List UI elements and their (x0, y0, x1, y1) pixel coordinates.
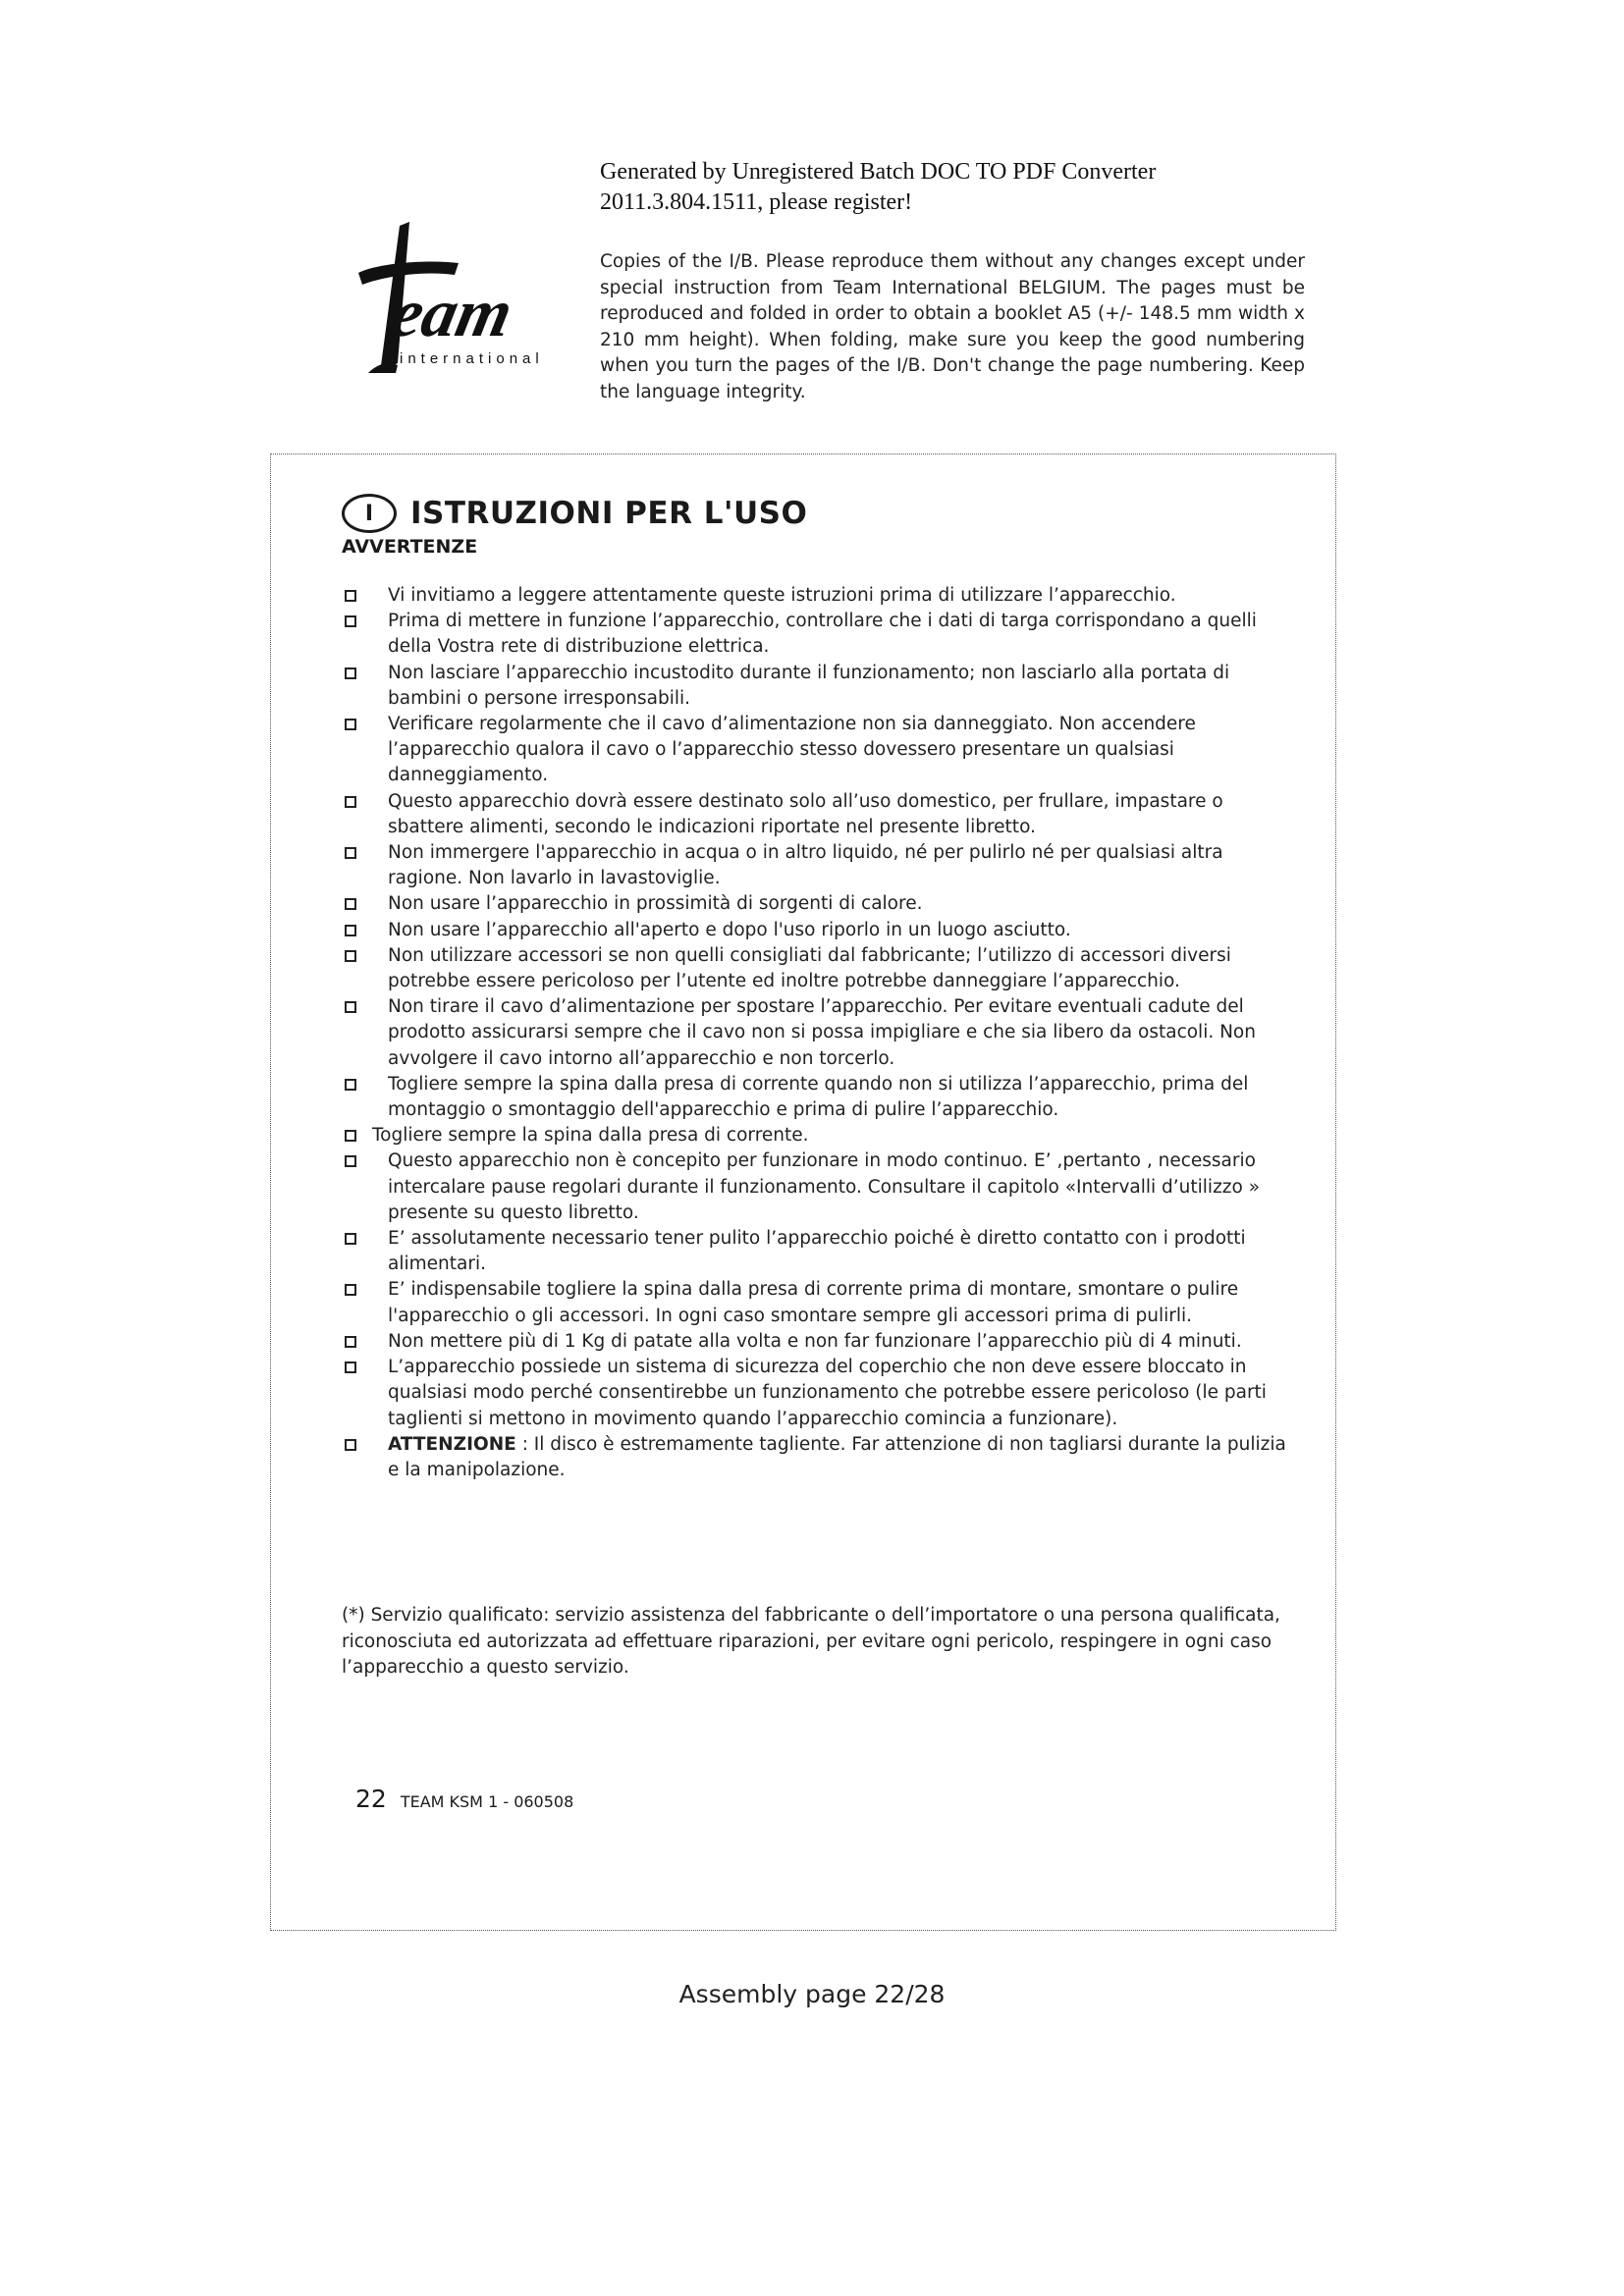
checkbox-bullet-icon (345, 1233, 356, 1245)
warning-item: Non immergere l'apparecchio in acqua o in altro liquido, né per pulirlo né per qualsiasi altra ragione. Non lavarlo in lavastoviglie. (339, 840, 1296, 891)
warning-item: E’ assolutamente necessario tener pulito l’apparecchio poiché è diretto contatto con i prodotti alimentari. (339, 1226, 1296, 1277)
checkbox-bullet-icon (345, 615, 356, 627)
checkbox-bullet-icon (345, 796, 356, 808)
document-code: TEAM KSM 1 - 060508 (400, 1792, 574, 1811)
page-number: 22 (355, 1785, 387, 1813)
warning-item: Non usare l’apparecchio in prossimità di sorgenti di calore. (339, 891, 1296, 917)
checkbox-bullet-icon (345, 1155, 356, 1167)
checkbox-bullet-icon (345, 1362, 356, 1373)
reproduction-note: Copies of the I/B. Please reproduce them without any changes except under special instruction from Team International BELGIUM. The pages must be reproduced and folded in order to obtain a booklet A5 (+/- 148.5 mm width x 210 mm height). When folding, make sure you keep the good numbering when you turn the pages of the I/B. Don't change the page numbering. Keep the language integrity. (600, 251, 1305, 402)
warning-item: Togliere sempre la spina dalla presa di corrente quando non si utilizza l’apparecchio, prima del montaggio o smontaggio dell'apparecchio e prima di pulire l’apparecchio. (339, 1072, 1296, 1123)
watermark-line-1: Generated by Unregistered Batch DOC TO PDF Converter (600, 159, 1157, 185)
warning-item: Questo apparecchio non è concepito per funzionare in modo continuo. E’ ,pertanto , necessario intercalare pause regolari durante il funzionamento. Consultare il capitolo «Intervalli d’utilizzo » presente su questo libretto. (339, 1148, 1296, 1226)
checkbox-bullet-icon (345, 1001, 356, 1013)
warning-item: Non usare l’apparecchio all'aperto e dopo l'uso riporlo in un luogo asciutto. (339, 918, 1296, 943)
warnings-list (339, 583, 1296, 1483)
assembly-page-label: Assembly page 22/28 (678, 1980, 946, 2008)
converter-watermark (600, 157, 1346, 218)
checkbox-bullet-icon (345, 667, 356, 679)
warning-item: Prima di mettere in funzione l’apparecchio, controllare che i dati di targa corrispondano a quelli della Vostra rete di distribuzione elettrica. (339, 609, 1296, 660)
checkbox-bullet-icon (345, 719, 356, 730)
svg-text:international: international (400, 350, 544, 367)
warning-item: ATTENZIONE : Il disco è estremamente tagliente. Far attenzione di non tagliarsi durante la pulizia e la manipolazione. (339, 1432, 1296, 1483)
checkbox-bullet-icon (345, 1079, 356, 1091)
warning-item: Vi invitiamo a leggere attentamente queste istruzioni prima di utilizzare l’apparecchio. (339, 583, 1296, 609)
section-title-text: ISTRUZIONI PER L'USO (410, 496, 808, 531)
svg-text:eam: eam (384, 275, 519, 351)
warning-item: L’apparecchio possiede un sistema di sicurezza del coperchio che non deve essere bloccato in qualsiasi modo perché consentirebbe un funzionamento che potrebbe essere pericoloso (le parti taglienti si mettono in movimento quando l’apparecchio comincia a funzionare). (339, 1355, 1296, 1432)
checkbox-bullet-icon (345, 1284, 356, 1296)
warning-item: Non utilizzare accessori se non quelli consigliati dal fabbricante; l’utilizzo di accessori diversi potrebbe essere pericoloso per l’utente ed inoltre potrebbe danneggiare l’apparecchio. (339, 943, 1296, 994)
checkbox-bullet-icon (345, 898, 356, 910)
team-international-logo (339, 216, 560, 393)
checkbox-bullet-icon (345, 1130, 356, 1142)
warning-item: Questo apparecchio dovrà essere destinato solo all’uso domestico, per frullare, impastare o sbattere alimenti, secondo le indicazioni riportate nel presente libretto. (339, 789, 1296, 840)
checkbox-bullet-icon (345, 1439, 356, 1451)
warnings-heading: AVVERTENZE (342, 536, 478, 558)
qualified-service-footnote: (*) Servizio qualificato: servizio assistenza del fabbricante o dell’importatore o una persona qualificata, riconosciuta ed autorizzata ad effettuare riparazioni, per evitare ogni pericolo, respingere in ogni caso l’apparecchio a questo servizio. (342, 1605, 1280, 1678)
page-footer (355, 1785, 573, 1813)
warning-item: Togliere sempre la spina dalla presa di corrente. (339, 1123, 1296, 1148)
warning-item: Non tirare il cavo d’alimentazione per spostare l’apparecchio. Per evitare eventuali cadute del prodotto assicurarsi sempre che il cavo non si possa impigliare e che sia libero da ostacoli. Non avvolgere il cavo intorno all’apparecchio e non torcerlo. (339, 994, 1296, 1072)
attention-label: ATTENZIONE (388, 1433, 516, 1455)
checkbox-bullet-icon (345, 590, 356, 602)
section-title (342, 489, 807, 538)
watermark-line-2: 2011.3.804.1511, please register! (600, 189, 913, 215)
checkbox-bullet-icon (345, 950, 356, 962)
language-badge: I (342, 494, 397, 533)
warning-item: Non lasciare l’apparecchio incustodito durante il funzionamento; non lasciarlo alla portata di bambini o persone irresponsabili. (339, 661, 1296, 712)
checkbox-bullet-icon (345, 847, 356, 859)
warning-item: Non mettere più di 1 Kg di patate alla volta e non far funzionare l’apparecchio più di 4 minuti. (339, 1329, 1296, 1355)
checkbox-bullet-icon (345, 925, 356, 936)
warning-item: E’ indispensabile togliere la spina dalla presa di corrente prima di montare, smontare o pulire l'apparecchio o gli accessori. In ogni caso smontare sempre gli accessori prima di pulirli. (339, 1277, 1296, 1328)
checkbox-bullet-icon (345, 1336, 356, 1348)
warning-item: Verificare regolarmente che il cavo d’alimentazione non sia danneggiato. Non accendere l’apparecchio qualora il cavo o l’apparecchio stesso dovessero presentare un qualsiasi danneggiamento. (339, 712, 1296, 789)
